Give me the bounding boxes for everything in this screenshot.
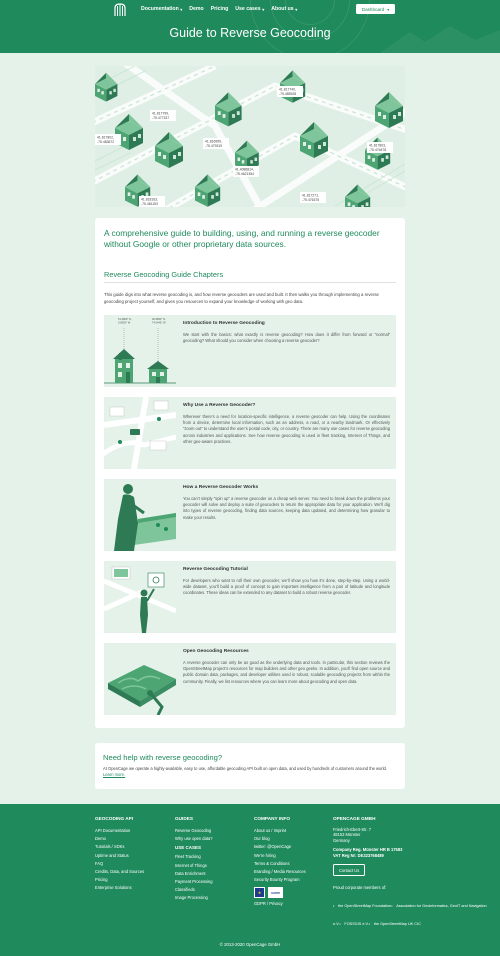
footer-link[interactable]: Our blog — [254, 836, 270, 842]
svg-text:-75.476478: -75.476478 — [369, 148, 387, 152]
guide-intro: This guide digs into what reverse geocoding is, and how reverse geocoders are used and built. It then walks you through implementing a reverse geocoding project yourself, and gives you resources to expand your knowledge of working with geo data. — [104, 292, 379, 304]
footer-link[interactable]: Reverse Geocoding — [175, 828, 212, 833]
coordinate-label — [203, 138, 229, 149]
svg-text:-75.477337: -75.477337 — [152, 116, 170, 120]
footer-link[interactable]: twitter: @OpenCage — [254, 844, 292, 850]
footer-link[interactable]: About us / Imprint — [254, 828, 287, 833]
site-header — [0, 0, 500, 53]
footer-link[interactable]: API Documentation — [95, 828, 131, 833]
footer-link[interactable]: Tutorials / SDKs — [95, 844, 125, 850]
svg-text:-75.476375: -75.476375 — [302, 198, 320, 202]
person-with-map-illustration — [104, 561, 176, 633]
chapter-why-use[interactable] — [104, 397, 396, 469]
chapter-tutorial[interactable] — [104, 561, 396, 633]
chapter-how-it-works[interactable] — [104, 479, 396, 551]
house-icon — [345, 184, 370, 207]
footer-link[interactable]: Payment Processing — [175, 879, 213, 885]
house-icon — [95, 73, 117, 102]
footer-link[interactable]: Security Bounty Program — [254, 877, 300, 883]
chevron-down-icon: ▾ — [295, 6, 298, 12]
svg-text:41.816959,: 41.816959, — [205, 139, 222, 144]
coordinate-label — [300, 192, 326, 203]
nav-pricing[interactable]: Pricing — [210, 6, 229, 12]
dashboard-button[interactable]: Dashboard ▾ — [356, 4, 395, 14]
main-nav — [141, 6, 304, 12]
footer-link[interactable]: Credits, Data, and Sources — [95, 869, 145, 875]
footer-link[interactable]: Image Processing — [175, 895, 208, 901]
coordinate-label — [367, 142, 393, 153]
footer-col-opencage-gmbh — [333, 816, 500, 930]
footer-link[interactable]: Fleet Tracking — [175, 854, 201, 860]
svg-text:41.817803,: 41.817803, — [369, 143, 386, 148]
member-org-link[interactable]: • Association for Geoinformatics, GeoIT and Navigation e.V. — [333, 904, 487, 926]
site-footer — [0, 804, 500, 956]
chapter-description: Wherever there’s a need for location-specific intelligence, a reverse geocoder can help. Using the coordinates from a device, determine local information, such as an address, a road, or a nearby landmark. Or effectively “zoom out” to understand the user’s postal code, city, or country. There are many use cases for reverse geocoding across industries and applications. See how reverse geocoding is used in fleet tracking, Internet of Things, and other geo-aware practices. — [183, 414, 390, 444]
chevron-down-icon: ▾ — [180, 6, 183, 12]
houses-thumbnail-illustration — [104, 315, 176, 387]
3d-map-illustration — [104, 643, 176, 715]
svg-text:-75.483672: -75.483672 — [97, 140, 115, 144]
footer-subheading: USE CASES — [175, 845, 202, 851]
footer-heading: GEOCODING API — [95, 816, 134, 821]
svg-text:41.4086814,: 41.4086814, — [235, 167, 254, 172]
chapters-heading: Reverse Geocoding Guide Chapters — [104, 270, 224, 279]
chapter-description: We start with the basics: what exactly is reverse geocoding? How does it differ from forward or “normal” geocoding? What should you consider when choosing a reverse geocoder? — [183, 332, 390, 344]
chapter-thumbnail — [104, 643, 176, 715]
svg-text:41.817271,: 41.817271, — [302, 193, 319, 198]
footer-col-geocoding-api — [95, 816, 144, 893]
divider — [104, 282, 396, 283]
footer-link[interactable]: Classifieds — [175, 887, 195, 893]
thumb-coord-label-2: 40.6892° N, — [152, 318, 166, 321]
member-org-link[interactable]: • FOSSGIS e.V. — [339, 922, 368, 926]
chapter-introduction[interactable] — [104, 315, 396, 387]
svg-text:-75.481153: -75.481153 — [141, 202, 158, 206]
coordinate-label — [233, 166, 259, 177]
page-title: Guide to Reverse Geocoding — [169, 26, 331, 40]
opencage-logo-icon[interactable] — [113, 3, 127, 17]
footer-link[interactable]: Demo — [95, 836, 106, 842]
nav-use-cases[interactable]: Use cases ▾ — [235, 6, 265, 12]
chapter-title: Reverse Geocoding Tutorial — [183, 567, 248, 572]
nav-documentation[interactable]: Documentation ▾ — [141, 6, 183, 12]
chapter-description: A reverse geocoder can only be as good as the underlying data and tools. In particular, this section reviews the OpenStreetMap project’s resources for map builders and other geo geeks. In addition, you’ll find open source and public domain data, packages, and developer utilities used in robust, scalable geocoding projects from within the community. Finally, we list resources where you can learn more about geocoding and open data. — [183, 660, 390, 684]
chapter-thumbnail — [104, 315, 176, 387]
vat-number: VAT Reg Nr: DE323768489 — [333, 852, 384, 858]
gdpr-privacy-link[interactable]: GDPR / Privacy — [254, 901, 283, 907]
footer-heading: GUIDES — [175, 816, 193, 821]
coordinate-label — [139, 196, 165, 207]
house-icon — [300, 122, 328, 158]
chapter-open-resources[interactable] — [104, 643, 396, 715]
company-registration: Company Reg. Münster HR B 17583 — [333, 847, 403, 853]
thumb-coord-label-1: 51.4800° N, — [118, 318, 132, 321]
coordinate-label — [150, 110, 176, 121]
gdpr-badges — [254, 887, 306, 898]
tracking-map-illustration — [104, 397, 176, 469]
company-address: Friedrich-Ebert-Str. 7 48153 Münster Germany — [333, 827, 371, 843]
coordinate-label — [277, 86, 303, 97]
learn-more-link[interactable]: Learn more. — [103, 772, 126, 777]
svg-text:41.818163,: 41.818163, — [141, 197, 158, 202]
thumb-coord-label-1b: 0.0059° W — [118, 321, 131, 325]
house-icon — [215, 92, 242, 126]
chapter-description: For developers who want to roll their own geocoder, we’ll show you how it’s done, step-by-step. Using a world-wide dataset, you’ll build a proof of concept to gain important intelligence from a pair of latitude and longitude coordinates. These ideas can be extended to any dataset to build a robust reverse geocoder. — [183, 578, 390, 596]
footer-link[interactable]: Terms & Conditions — [254, 860, 290, 866]
footer-link[interactable]: Pricing — [95, 877, 108, 883]
chapter-thumbnail — [104, 397, 176, 469]
gdpr-badge: GDPR — [268, 887, 283, 898]
chevron-down-icon: ▾ — [262, 6, 265, 12]
footer-link[interactable]: Internet of Things — [175, 862, 207, 868]
svg-text:-75.485928: -75.485928 — [279, 92, 297, 96]
footer-link[interactable]: Uptime and Status — [95, 852, 129, 858]
members-heading: Proud corporate members of: — [333, 884, 387, 890]
chapter-title: How a Reverse Geocoder Works — [183, 485, 259, 490]
svg-text:-75.479319: -75.479319 — [205, 144, 223, 148]
hero-illustration — [95, 66, 405, 207]
footer-link[interactable]: FAQ — [95, 860, 104, 866]
member-org-link[interactable]: • the OpenStreetMap Foundation — [333, 904, 391, 908]
guide-lead: A comprehensive guide to building, using, and running a reverse geocoder without Google or other proprietary data sources. — [104, 228, 380, 249]
house-icon — [375, 92, 403, 128]
footer-link[interactable]: We're hiring — [254, 852, 276, 858]
coordinate-label — [95, 134, 121, 145]
footer-link[interactable]: Data Enrichment — [175, 870, 206, 876]
chapter-thumbnail — [104, 561, 176, 633]
houses-map-illustration — [95, 66, 405, 207]
chapter-title: Why Use a Reverse Geocoder? — [183, 403, 256, 408]
guide-card — [95, 218, 405, 728]
member-org-link[interactable]: • the OpenStreetMap UK CIC — [369, 922, 421, 926]
thumb-coord-label-2b: 74.0445° W — [152, 321, 166, 325]
svg-text:41.817740,: 41.817740, — [279, 87, 296, 92]
footer-heading: COMPANY INFO — [254, 816, 291, 821]
chapter-description: You can’t simply “spin up” a reverse geocoder on a cheap web server. You need to break down the problems your geocoder will solve and deploy a suite of geocoders to return the appropriate data for your application. We’ll dig into types of reverse geocoding, finding data sources, keeping data updated, and determining how granular to make your results. — [183, 496, 390, 520]
copyright: © 2013-2020 OpenCage GmbH — [219, 942, 281, 947]
svg-text:41.817799,: 41.817799, — [152, 111, 169, 116]
footer-heading: OPENCAGE GMBH — [333, 816, 376, 821]
chapter-thumbnail — [104, 479, 176, 551]
chapter-title: Open Geocoding Resources — [183, 649, 249, 654]
eu-flag-icon: ★ — [254, 887, 265, 898]
footer-link[interactable]: Enterprise Solutions — [95, 885, 132, 891]
help-callout — [95, 743, 405, 789]
svg-text:-75.4621354: -75.4621354 — [235, 172, 255, 176]
chapter-title: Introduction to Reverse Geocoding — [183, 321, 265, 326]
footer-col-guides — [175, 816, 213, 903]
woman-at-map-illustration — [104, 479, 176, 551]
nav-demo[interactable]: Demo — [189, 6, 204, 12]
contact-us-button[interactable]: Contact Us — [333, 864, 365, 876]
help-text: At OpenCage we operate a highly-available, easy to use, affordable geocoding API built on open data, and used by hundreds of customers around the world. Learn more. — [103, 766, 387, 777]
chevron-down-icon: ▾ — [387, 6, 390, 12]
nav-about-us[interactable]: About us ▾ — [271, 6, 298, 12]
svg-text:41.817802,: 41.817802, — [97, 135, 114, 140]
footer-col-company-info — [254, 816, 306, 909]
footer-link[interactable]: Branding / Media Resources — [254, 869, 306, 875]
footer-link[interactable]: Why use open data? — [175, 836, 213, 842]
help-title: Need help with reverse geocoding? — [103, 753, 223, 762]
